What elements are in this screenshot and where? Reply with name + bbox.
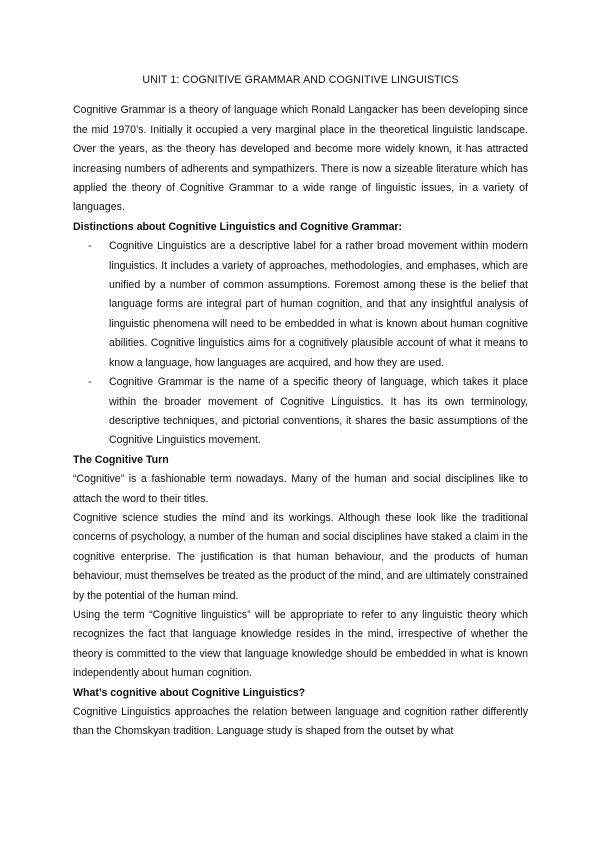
distinctions-list	[73, 237, 528, 450]
list-item-text: Cognitive Grammar is the name of a specific theory of language, which takes it place within the broader movement of Cognitive Linguistics. It has its own terminology, descriptive techniques, and pictorial conventions, it shares the basic assumptions of the Cognitive Linguistics movement.	[109, 376, 528, 447]
list-item	[73, 373, 528, 451]
document-body	[73, 71, 528, 742]
page-title: UNIT 1: COGNITIVE GRAMMAR AND COGNITIVE LINGUISTICS	[142, 74, 459, 86]
paragraph: Cognitive Linguistics approaches the relation between language and cognition rather differently than the Chomskyan tradition. Language study is shaped from the outset by what	[73, 706, 528, 738]
dash-bullet: -	[88, 240, 92, 253]
dash-bullet: -	[88, 376, 92, 389]
section-heading-cognitive-turn: The Cognitive Turn	[73, 453, 169, 466]
paragraph: “Cognitive” is a fashionable term nowadays. Many of the human and social disciplines like to attach the word to their titles.	[73, 473, 528, 505]
paragraph: Cognitive science studies the mind and its workings. Although these look like the traditional concerns of psychology, a number of the human and social disciplines have staked a claim in the cognitive enterprise. The justification is that human behaviour, and the products of human behaviour, must themselves be treated as the product of the mind, and are ultimately constrained by the potential of the human mind.	[73, 511, 528, 602]
intro-paragraph: Cognitive Grammar is a theory of language which Ronald Langacker has been developing since the mid 1970’s. Initially it occupied a very marginal place in the theoretical linguistic landscape. Over the years, as the theory has developed and become more widely known, it has attracted increasing numbers of adherents and sympathizers. There is now a sizeable literature which has applied the theory of Cognitive Grammar to a wide range of linguistic issues, in a variety of languages.	[73, 104, 528, 214]
paragraph: Using the term “Cognitive linguistics” will be appropriate to refer to any linguistic theory which recognizes the fact that language knowledge resides in the mind, irrespective of whether the theory is committed to the view that language knowledge should be embedded in what is known independently about human cognition.	[73, 608, 528, 680]
list-item-text: Cognitive Linguistics are a descriptive label for a rather broad movement within modern linguistics. It includes a variety of approaches, methodologies, and emphases, which are unified by a number of common assumptions. Foremost among these is the belief that language forms are integral part of human cognition, and that any insightful analysis of linguistic phenomena will need to be embedded in what is known about human cognitive abilities. Cognitive linguistics aims for a cognitively plausible account of what it means to know a language, how languages are acquired, and how they are used.	[109, 240, 528, 369]
section-heading-whats-cognitive: What’s cognitive about Cognitive Linguistics?	[73, 686, 306, 699]
section-heading-distinctions: Distinctions about Cognitive Linguistics and Cognitive Grammar:	[73, 220, 403, 233]
list-item	[73, 237, 528, 373]
